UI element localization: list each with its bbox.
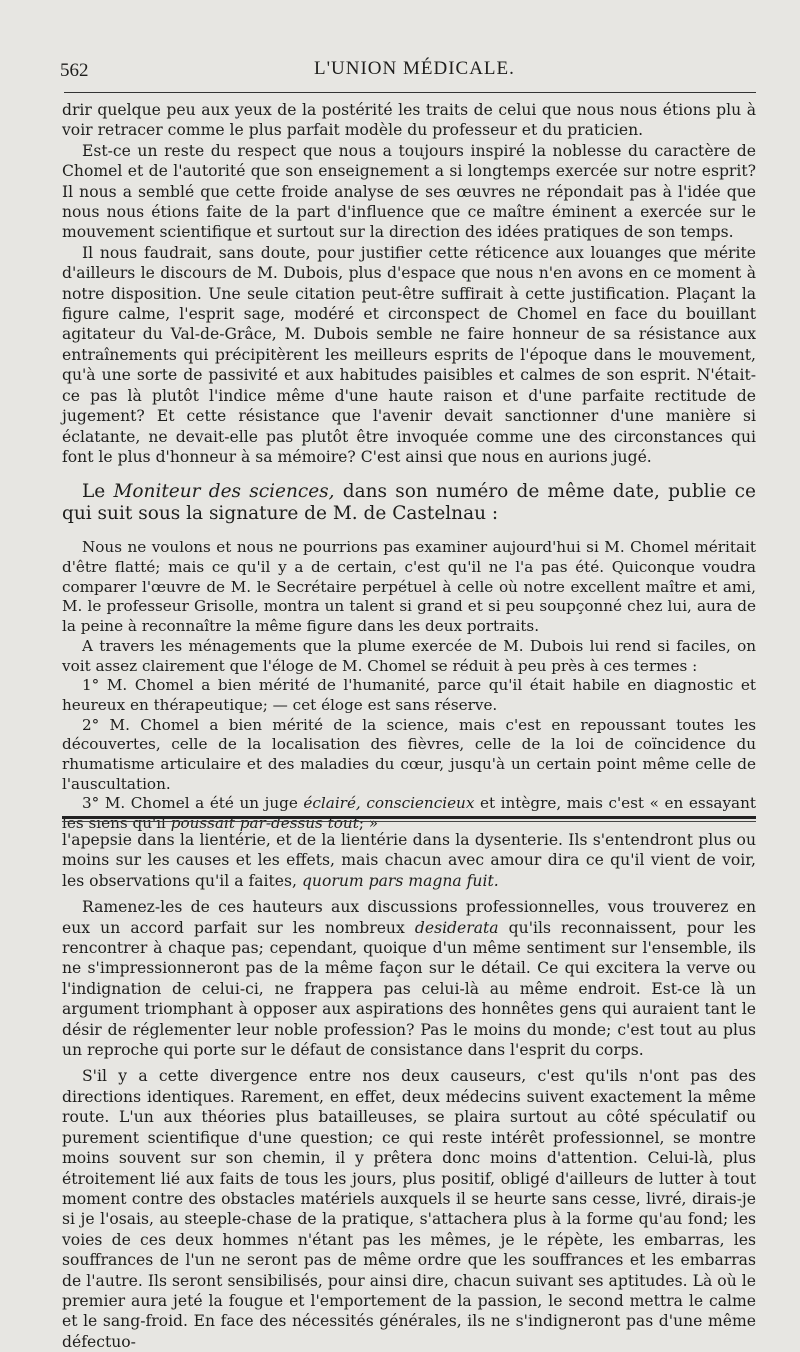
paragraph: Il nous faudrait, sans doute, pour justifier cette réticence aux louanges que mérite d'ailleurs le discours de M. Dubois, plus d'espace que nous n'en avons en ce moment à notre disposition. Une seule citation peut-être suffirait à cette justification. Plaçant la figure calme, l'esprit sage, modéré et circonspect de Chomel en face du bouillant agitateur du Val-de-Grâce, M. Dubois semble ne faire honneur de sa résistance aux entraînements qui précipitèrent les meilleurs esprits de l'époque dans le mouvement, qu'à une sorte de passivité et aux habitudes paisibles et calmes de son esprit. N'était-ce pas là plutôt l'indice même d'une haute raison et d'une parfaite rectitude de jugement? Et cette résistance que l'avenir devait sanctionner d'une manière si éclatante, ne devait-elle pas plutôt être invoquée comme une des circonstances qui font le plus d'honneur à sa mémoire? C'est ainsi que nous en aurions jugé. bbox=[62, 243, 756, 466]
paragraph: Est-ce un reste du respect que nous a toujours inspiré la noblesse du caractère de Chomel et de l'autorité que son enseignement a si longtemps exercée sur notre esprit? Il nous a semblé que cette froide analyse de ses œuvres ne répondait pas à l'idée que nous nous étions faite de la part d'influence que ce maître éminent a exercée sur le mouvement scientifique et surtout sur la direction des idées pratiques de son temps. bbox=[62, 141, 756, 242]
feuilleton bbox=[62, 830, 756, 1352]
text: qu'ils reconnaissent, pour les rencontrer à chaque pas; cependant, quoique d'un même sentiment sur l'ensemble, ils ne s'impressionneront pas de la même façon sur le détail. Ce qui excitera la verve ou l'indignation de celui-ci, ne frappera pas celui-là au même endroit. Est-ce là un argument triomphant à opposer aux aspirations des honnêtes gens qui auraient tant le désir de réglementer leur noble profession? Pas le moins du monde; c'est tout au plus un reproche qui porte sur le défaut de consistance dans l'esprit du corps. bbox=[62, 918, 756, 1060]
quote-paragraph: Nous ne voulons et nous ne pourrions pas examiner aujourd'hui si M. Chomel méritait d'être flatté; mais ce qu'il y a de certain, c'est qu'il ne l'a pas été. Quiconque voudra comparer l'œuvre de M. le Secrétaire perpétuel à celle où notre excellent maître et ami, M. le professeur Grisolle, montra un talent si grand et si peu soupçonné chez lui, aura de la peine à reconnaître la même figure dans les deux portraits. bbox=[62, 538, 756, 636]
paragraph: drir quelque peu aux yeux de la postérité les traits de celui que nous nous étions plu à voir retracer comme le plus parfait modèle du professeur et du praticien. bbox=[62, 101, 756, 140]
paragraph: S'il y a cette divergence entre nos deux causeurs, c'est qu'ils n'ont pas des directions identiques. Rarement, en effet, deux médecins suivent exactement la même route. L'un aux théories plus batailleuses, se plaira surtout au côté spéculatif ou purement scientifique d'une question; ce qui reste intérêt professionnel, se montre moins souvent sur son chemin, il y prêtera donc moins d'attention. Celui-là, plus étroitement lié aux faits de tous les jours, plus positif, obligé d'ailleurs de lutter à tout moment contre des obstacles matériels auxquels il se heurte sans cesse, livré, dirais-je si je l'osais, au steeple-chase de la pratique, s'attachera plus à la forme qu'au fond; les voies de ces deux hommes n'étant pas les mêmes, je le répète, les embarras, les souffrances de l'un ne seront pas de même ordre que les souffrances et les embarras de l'autre. Ils seront sensibilisés, pour ainsi dire, chacun suivant ses aptitudes. Là où le premier aura jeté la fougue et l'emportement de la passion, le second mettra le calme et le sang-froid. En face des nécessités générales, ils ne s'indigneront pas d'une même défectuo- bbox=[62, 1067, 756, 1351]
article-top bbox=[62, 100, 756, 834]
emphasis: quorum pars magna fuit. bbox=[301, 871, 499, 890]
paragraph bbox=[62, 897, 756, 1060]
paragraph bbox=[62, 830, 756, 891]
page-header bbox=[60, 56, 760, 86]
quote-paragraph: A travers les ménagements que la plume exercée de M. Dubois lui rend si faciles, on voit assez clairement que l'éloge de M. Chomel se réduit à peu près à ces termes : bbox=[62, 636, 756, 675]
quote-list-item: 2° M. Chomel a bien mérité de la science, mais c'est en repoussant toutes les découvertes, celle de la localisation des fièvres, celle de la loi de coïncidence du rhumatisme articulaire et des maladies du cœur, jusqu'à un certain point même celle de l'auscultation. bbox=[62, 715, 756, 793]
quote-intro bbox=[62, 481, 756, 525]
text: et intègre, mais c'est « en essayant les siens qu'il bbox=[62, 794, 756, 833]
emphasis: éclairé, consciencieux bbox=[303, 794, 475, 813]
journal-title: Moniteur des sciences, bbox=[113, 481, 335, 503]
emphasis: poussait par-dessus tout bbox=[170, 814, 359, 833]
intro-text: Le bbox=[82, 481, 114, 503]
quote-list-item bbox=[62, 794, 756, 833]
page-number: 562 bbox=[60, 60, 89, 81]
text: l'apepsie dans la lientérie, et de la lientérie dans la dysenterie. Ils s'entendront plus ou moins sur les causes et les effets, mais chacun avec amour dira ce qu'il vient de voir, les observations qu'il a faites, bbox=[62, 831, 756, 890]
header-rule bbox=[64, 92, 756, 93]
running-title: L'UNION MÉDICALE. bbox=[314, 58, 515, 79]
text: 3° M. Chomel a été un juge bbox=[82, 794, 304, 813]
intro-text: dans son numéro de même date, publie ce qui suit sous la signature de M. de Castelnau : bbox=[62, 481, 756, 525]
quotation bbox=[62, 538, 756, 834]
feuilleton-separator bbox=[62, 816, 756, 822]
emphasis: desiderata bbox=[414, 918, 499, 937]
quote-list-item: 1° M. Chomel a bien mérité de l'humanité, parce qu'il était habile en diagnostic et heureux en thérapeutique; — cet éloge est sans réserve. bbox=[62, 676, 756, 714]
text: Ramenez-les de ces hauteurs aux discussions professionnelles, vous trouverez en eux un accord parfait sur les nombreux bbox=[62, 898, 756, 937]
text: ; » bbox=[358, 814, 379, 833]
